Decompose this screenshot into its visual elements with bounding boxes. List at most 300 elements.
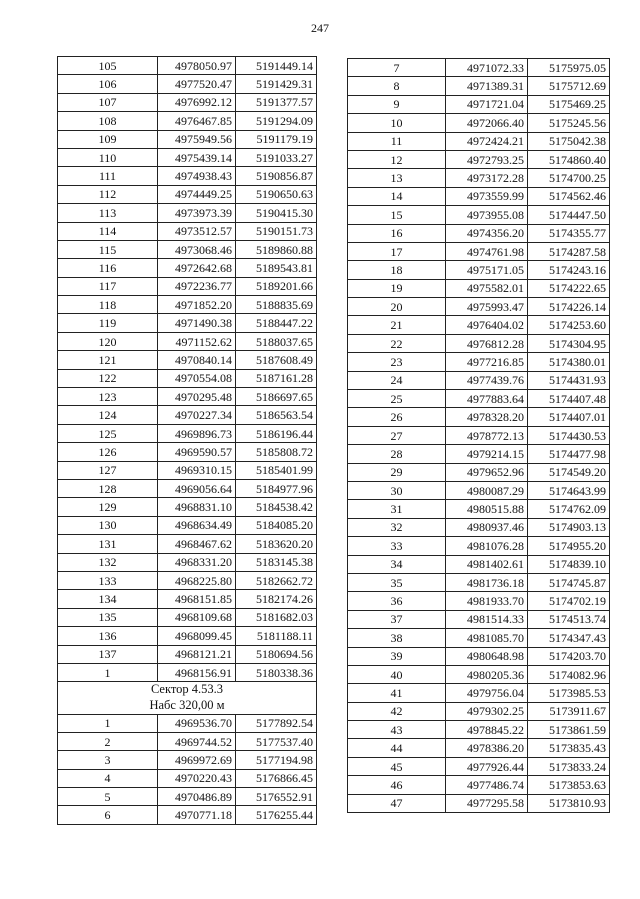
x-coordinate-cell: 4977216.85	[446, 353, 528, 371]
point-number-cell: 121	[58, 351, 158, 369]
x-coordinate-cell: 4981736.18	[446, 573, 528, 591]
x-coordinate-cell: 4976404.02	[446, 316, 528, 334]
table-row	[348, 537, 610, 555]
x-coordinate-cell: 4975171.05	[446, 261, 528, 279]
point-number-cell: 122	[58, 369, 158, 387]
point-number-cell: 2	[58, 732, 158, 750]
y-coordinate-cell: 5174860.40	[528, 150, 610, 168]
point-number-cell: 130	[58, 516, 158, 534]
point-number-cell: 23	[348, 353, 446, 371]
point-number-cell: 115	[58, 240, 158, 258]
point-number-cell: 20	[348, 298, 446, 316]
y-coordinate-cell: 5173853.63	[528, 776, 610, 794]
y-coordinate-cell: 5174745.87	[528, 573, 610, 591]
y-coordinate-cell: 5174355.77	[528, 224, 610, 242]
y-coordinate-cell: 5183145.38	[236, 553, 317, 571]
point-number-cell: 16	[348, 224, 446, 242]
y-coordinate-cell: 5174955.20	[528, 537, 610, 555]
point-number-cell: 127	[58, 461, 158, 479]
x-coordinate-cell: 4972236.77	[158, 277, 236, 295]
point-number-cell: 39	[348, 647, 446, 665]
table-row	[348, 647, 610, 665]
table-row	[58, 167, 317, 185]
y-coordinate-cell: 5176255.44	[236, 806, 317, 824]
point-number-cell: 1	[58, 714, 158, 732]
point-number-cell: 107	[58, 93, 158, 111]
y-coordinate-cell: 5174562.46	[528, 187, 610, 205]
x-coordinate-cell: 4971721.04	[446, 95, 528, 113]
y-coordinate-cell: 5174304.95	[528, 334, 610, 352]
point-number-cell: 45	[348, 757, 446, 775]
y-coordinate-cell: 5177194.98	[236, 751, 317, 769]
point-number-cell: 8	[348, 77, 446, 95]
table-row	[348, 353, 610, 371]
y-coordinate-cell: 5174839.10	[528, 555, 610, 573]
y-coordinate-cell: 5180694.56	[236, 645, 317, 663]
point-number-cell: 111	[58, 167, 158, 185]
y-coordinate-cell: 5175469.25	[528, 95, 610, 113]
point-number-cell: 33	[348, 537, 446, 555]
y-coordinate-cell: 5191449.14	[236, 57, 317, 75]
point-number-cell: 110	[58, 148, 158, 166]
table-row	[58, 369, 317, 387]
x-coordinate-cell: 4971852.20	[158, 296, 236, 314]
x-coordinate-cell: 4974449.25	[158, 185, 236, 203]
table-row	[58, 751, 317, 769]
point-number-cell: 132	[58, 553, 158, 571]
y-coordinate-cell: 5174082.96	[528, 665, 610, 683]
y-coordinate-cell: 5190415.30	[236, 204, 317, 222]
x-coordinate-cell: 4981933.70	[446, 592, 528, 610]
table-row	[348, 426, 610, 444]
x-coordinate-cell: 4971072.33	[446, 59, 528, 77]
x-coordinate-cell: 4978328.20	[446, 408, 528, 426]
page-number: 247	[311, 21, 329, 35]
x-coordinate-cell: 4975582.01	[446, 279, 528, 297]
y-coordinate-cell: 5175712.69	[528, 77, 610, 95]
y-coordinate-cell: 5180338.36	[236, 663, 317, 681]
point-number-cell: 13	[348, 169, 446, 187]
x-coordinate-cell: 4973559.99	[446, 187, 528, 205]
point-number-cell: 40	[348, 665, 446, 683]
x-coordinate-cell: 4970295.48	[158, 388, 236, 406]
x-coordinate-cell: 4969056.64	[158, 479, 236, 497]
x-coordinate-cell: 4970220.43	[158, 769, 236, 787]
point-number-cell: 18	[348, 261, 446, 279]
table-row	[348, 445, 610, 463]
x-coordinate-cell: 4981085.70	[446, 629, 528, 647]
table-row	[348, 242, 610, 260]
right-coordinates-table	[347, 58, 610, 813]
x-coordinate-cell: 4972424.21	[446, 132, 528, 150]
table-row	[348, 59, 610, 77]
sector-subtitle: Набс 320,00 м	[149, 697, 225, 712]
x-coordinate-cell: 4981076.28	[446, 537, 528, 555]
table-row	[58, 75, 317, 93]
table-row	[58, 806, 317, 824]
table-row	[58, 627, 317, 645]
y-coordinate-cell: 5174762.09	[528, 500, 610, 518]
x-coordinate-cell: 4981402.61	[446, 555, 528, 573]
table-row	[348, 500, 610, 518]
point-number-cell: 112	[58, 185, 158, 203]
x-coordinate-cell: 4975949.56	[158, 130, 236, 148]
x-coordinate-cell: 4979214.15	[446, 445, 528, 463]
table-row	[348, 665, 610, 683]
x-coordinate-cell: 4968831.10	[158, 498, 236, 516]
x-coordinate-cell: 4973068.46	[158, 240, 236, 258]
point-number-cell: 22	[348, 334, 446, 352]
table-row	[58, 714, 317, 732]
y-coordinate-cell: 5191179.19	[236, 130, 317, 148]
point-number-cell: 14	[348, 187, 446, 205]
table-row	[58, 259, 317, 277]
table-row	[348, 150, 610, 168]
table-row	[348, 77, 610, 95]
point-number-cell: 137	[58, 645, 158, 663]
y-coordinate-cell: 5177892.54	[236, 714, 317, 732]
x-coordinate-cell: 4980937.46	[446, 518, 528, 536]
table-row	[348, 757, 610, 775]
table-row	[58, 788, 317, 806]
table-row	[348, 390, 610, 408]
point-number-cell: 38	[348, 629, 446, 647]
y-coordinate-cell: 5174513.74	[528, 610, 610, 628]
table-row	[58, 535, 317, 553]
y-coordinate-cell: 5191377.57	[236, 93, 317, 111]
x-coordinate-cell: 4968099.45	[158, 627, 236, 645]
point-number-cell: 3	[58, 751, 158, 769]
table-row	[348, 610, 610, 628]
table-row	[58, 240, 317, 258]
y-coordinate-cell: 5188835.69	[236, 296, 317, 314]
point-number-cell: 108	[58, 112, 158, 130]
x-coordinate-cell: 4970486.89	[158, 788, 236, 806]
table-row	[58, 388, 317, 406]
y-coordinate-cell: 5182174.26	[236, 590, 317, 608]
sector-header-row	[58, 682, 317, 714]
point-number-cell: 134	[58, 590, 158, 608]
x-coordinate-cell: 4979302.25	[446, 702, 528, 720]
table-row	[348, 224, 610, 242]
x-coordinate-cell: 4972066.40	[446, 114, 528, 132]
y-coordinate-cell: 5174222.65	[528, 279, 610, 297]
table-row	[58, 663, 317, 681]
point-number-cell: 5	[58, 788, 158, 806]
y-coordinate-cell: 5181682.03	[236, 608, 317, 626]
table-row	[58, 498, 317, 516]
y-coordinate-cell: 5184977.96	[236, 479, 317, 497]
table-row	[58, 732, 317, 750]
y-coordinate-cell: 5174243.16	[528, 261, 610, 279]
y-coordinate-cell: 5177537.40	[236, 732, 317, 750]
x-coordinate-cell: 4976992.12	[158, 93, 236, 111]
x-coordinate-cell: 4977883.64	[446, 390, 528, 408]
point-number-cell: 41	[348, 684, 446, 702]
table-row	[58, 424, 317, 442]
x-coordinate-cell: 4968151.85	[158, 590, 236, 608]
point-number-cell: 31	[348, 500, 446, 518]
y-coordinate-cell: 5174702.19	[528, 592, 610, 610]
x-coordinate-cell: 4977295.58	[446, 794, 528, 812]
y-coordinate-cell: 5174253.60	[528, 316, 610, 334]
table-row	[348, 702, 610, 720]
table-row	[348, 334, 610, 352]
point-number-cell: 19	[348, 279, 446, 297]
x-coordinate-cell: 4969590.57	[158, 443, 236, 461]
table-row	[348, 95, 610, 113]
x-coordinate-cell: 4977486.74	[446, 776, 528, 794]
y-coordinate-cell: 5191294.09	[236, 112, 317, 130]
point-number-cell: 46	[348, 776, 446, 794]
table-row	[58, 516, 317, 534]
table-row	[348, 463, 610, 481]
y-coordinate-cell: 5174407.48	[528, 390, 610, 408]
point-number-cell: 28	[348, 445, 446, 463]
table-row	[58, 571, 317, 589]
x-coordinate-cell: 4975439.14	[158, 148, 236, 166]
point-number-cell: 44	[348, 739, 446, 757]
point-number-cell: 35	[348, 573, 446, 591]
x-coordinate-cell: 4972642.68	[158, 259, 236, 277]
x-coordinate-cell: 4969536.70	[158, 714, 236, 732]
point-number-cell: 118	[58, 296, 158, 314]
x-coordinate-cell: 4977520.47	[158, 75, 236, 93]
y-coordinate-cell: 5190856.87	[236, 167, 317, 185]
table-row	[348, 555, 610, 573]
x-coordinate-cell: 4977439.76	[446, 371, 528, 389]
point-number-cell: 43	[348, 721, 446, 739]
point-number-cell: 6	[58, 806, 158, 824]
point-number-cell: 1	[58, 663, 158, 681]
y-coordinate-cell: 5174226.14	[528, 298, 610, 316]
y-coordinate-cell: 5190151.73	[236, 222, 317, 240]
table-row	[58, 93, 317, 111]
table-row	[58, 461, 317, 479]
y-coordinate-cell: 5175975.05	[528, 59, 610, 77]
point-number-cell: 120	[58, 332, 158, 350]
x-coordinate-cell: 4972793.25	[446, 150, 528, 168]
point-number-cell: 123	[58, 388, 158, 406]
x-coordinate-cell: 4977926.44	[446, 757, 528, 775]
x-coordinate-cell: 4968225.80	[158, 571, 236, 589]
point-number-cell: 32	[348, 518, 446, 536]
point-number-cell: 106	[58, 75, 158, 93]
table-row	[58, 443, 317, 461]
y-coordinate-cell: 5174447.50	[528, 206, 610, 224]
point-number-cell: 109	[58, 130, 158, 148]
y-coordinate-cell: 5186563.54	[236, 406, 317, 424]
y-coordinate-cell: 5190650.63	[236, 185, 317, 203]
x-coordinate-cell: 4978772.13	[446, 426, 528, 444]
point-number-cell: 7	[348, 59, 446, 77]
table-row	[348, 794, 610, 812]
x-coordinate-cell: 4978386.20	[446, 739, 528, 757]
table-row	[58, 112, 317, 130]
y-coordinate-cell: 5184538.42	[236, 498, 317, 516]
sector-title: Сектор 4.53.3	[150, 682, 224, 697]
table-row	[348, 684, 610, 702]
point-number-cell: 29	[348, 463, 446, 481]
table-row	[58, 148, 317, 166]
table-row	[348, 316, 610, 334]
x-coordinate-cell: 4970554.08	[158, 369, 236, 387]
table-row	[58, 204, 317, 222]
y-coordinate-cell: 5174700.25	[528, 169, 610, 187]
table-row	[348, 518, 610, 536]
point-number-cell: 21	[348, 316, 446, 334]
x-coordinate-cell: 4968331.20	[158, 553, 236, 571]
table-row	[58, 296, 317, 314]
point-number-cell: 15	[348, 206, 446, 224]
table-row	[348, 739, 610, 757]
y-coordinate-cell: 5176866.45	[236, 769, 317, 787]
table-row	[348, 481, 610, 499]
y-coordinate-cell: 5188447.22	[236, 314, 317, 332]
x-coordinate-cell: 4968121.21	[158, 645, 236, 663]
table-row	[348, 573, 610, 591]
y-coordinate-cell: 5173835.43	[528, 739, 610, 757]
x-coordinate-cell: 4971490.38	[158, 314, 236, 332]
point-number-cell: 105	[58, 57, 158, 75]
x-coordinate-cell: 4968634.49	[158, 516, 236, 534]
table-row	[58, 608, 317, 626]
point-number-cell: 27	[348, 426, 446, 444]
point-number-cell: 124	[58, 406, 158, 424]
point-number-cell: 129	[58, 498, 158, 516]
x-coordinate-cell: 4975993.47	[446, 298, 528, 316]
y-coordinate-cell: 5182662.72	[236, 571, 317, 589]
table-row	[58, 130, 317, 148]
table-row	[348, 279, 610, 297]
y-coordinate-cell: 5173861.59	[528, 721, 610, 739]
y-coordinate-cell: 5184085.20	[236, 516, 317, 534]
x-coordinate-cell: 4974761.98	[446, 242, 528, 260]
table-row	[58, 277, 317, 295]
left-coordinates-table	[57, 56, 317, 825]
y-coordinate-cell: 5188037.65	[236, 332, 317, 350]
x-coordinate-cell: 4978845.22	[446, 721, 528, 739]
x-coordinate-cell: 4970771.18	[158, 806, 236, 824]
table-row	[58, 57, 317, 75]
point-number-cell: 9	[348, 95, 446, 113]
table-row	[348, 629, 610, 647]
y-coordinate-cell: 5174380.01	[528, 353, 610, 371]
table-row	[348, 408, 610, 426]
y-coordinate-cell: 5187608.49	[236, 351, 317, 369]
x-coordinate-cell: 4974938.43	[158, 167, 236, 185]
x-coordinate-cell: 4980205.36	[446, 665, 528, 683]
y-coordinate-cell: 5175245.56	[528, 114, 610, 132]
point-number-cell: 11	[348, 132, 446, 150]
table-row	[58, 332, 317, 350]
y-coordinate-cell: 5173833.24	[528, 757, 610, 775]
y-coordinate-cell: 5173810.93	[528, 794, 610, 812]
point-number-cell: 135	[58, 608, 158, 626]
table-row	[348, 114, 610, 132]
point-number-cell: 113	[58, 204, 158, 222]
point-number-cell: 24	[348, 371, 446, 389]
x-coordinate-cell: 4980087.29	[446, 481, 528, 499]
table-row	[348, 132, 610, 150]
table-row	[58, 406, 317, 424]
point-number-cell: 136	[58, 627, 158, 645]
point-number-cell: 17	[348, 242, 446, 260]
point-number-cell: 30	[348, 481, 446, 499]
x-coordinate-cell: 4968109.68	[158, 608, 236, 626]
point-number-cell: 116	[58, 259, 158, 277]
point-number-cell: 47	[348, 794, 446, 812]
point-number-cell: 4	[58, 769, 158, 787]
point-number-cell: 131	[58, 535, 158, 553]
table-row	[348, 169, 610, 187]
point-number-cell: 26	[348, 408, 446, 426]
table-row	[58, 351, 317, 369]
x-coordinate-cell: 4970227.34	[158, 406, 236, 424]
x-coordinate-cell: 4973172.28	[446, 169, 528, 187]
y-coordinate-cell: 5174430.53	[528, 426, 610, 444]
x-coordinate-cell: 4974356.20	[446, 224, 528, 242]
table-row	[58, 590, 317, 608]
x-coordinate-cell: 4969744.52	[158, 732, 236, 750]
point-number-cell: 10	[348, 114, 446, 132]
x-coordinate-cell: 4976467.85	[158, 112, 236, 130]
table-row	[58, 314, 317, 332]
y-coordinate-cell: 5183620.20	[236, 535, 317, 553]
table-row	[348, 721, 610, 739]
x-coordinate-cell: 4979756.04	[446, 684, 528, 702]
point-number-cell: 125	[58, 424, 158, 442]
x-coordinate-cell: 4981514.33	[446, 610, 528, 628]
table-row	[58, 479, 317, 497]
x-coordinate-cell: 4969972.69	[158, 751, 236, 769]
table-row	[58, 769, 317, 787]
table-row	[348, 206, 610, 224]
x-coordinate-cell: 4978050.97	[158, 57, 236, 75]
table-row	[348, 592, 610, 610]
y-coordinate-cell: 5189860.88	[236, 240, 317, 258]
y-coordinate-cell: 5189201.66	[236, 277, 317, 295]
y-coordinate-cell: 5174407.01	[528, 408, 610, 426]
x-coordinate-cell: 4973955.08	[446, 206, 528, 224]
y-coordinate-cell: 5191429.31	[236, 75, 317, 93]
y-coordinate-cell: 5175042.38	[528, 132, 610, 150]
point-number-cell: 117	[58, 277, 158, 295]
y-coordinate-cell: 5186196.44	[236, 424, 317, 442]
table-row	[58, 553, 317, 571]
x-coordinate-cell: 4969310.15	[158, 461, 236, 479]
point-number-cell: 114	[58, 222, 158, 240]
x-coordinate-cell: 4973512.57	[158, 222, 236, 240]
table-row	[348, 298, 610, 316]
table-row	[348, 371, 610, 389]
x-coordinate-cell: 4970840.14	[158, 351, 236, 369]
y-coordinate-cell: 5173985.53	[528, 684, 610, 702]
point-number-cell: 34	[348, 555, 446, 573]
x-coordinate-cell: 4968156.91	[158, 663, 236, 681]
x-coordinate-cell: 4973973.39	[158, 204, 236, 222]
x-coordinate-cell: 4976812.28	[446, 334, 528, 352]
point-number-cell: 133	[58, 571, 158, 589]
table-row	[348, 187, 610, 205]
y-coordinate-cell: 5174549.20	[528, 463, 610, 481]
x-coordinate-cell: 4971389.31	[446, 77, 528, 95]
table-row	[58, 222, 317, 240]
point-number-cell: 126	[58, 443, 158, 461]
point-number-cell: 25	[348, 390, 446, 408]
y-coordinate-cell: 5186697.65	[236, 388, 317, 406]
table-row	[348, 261, 610, 279]
